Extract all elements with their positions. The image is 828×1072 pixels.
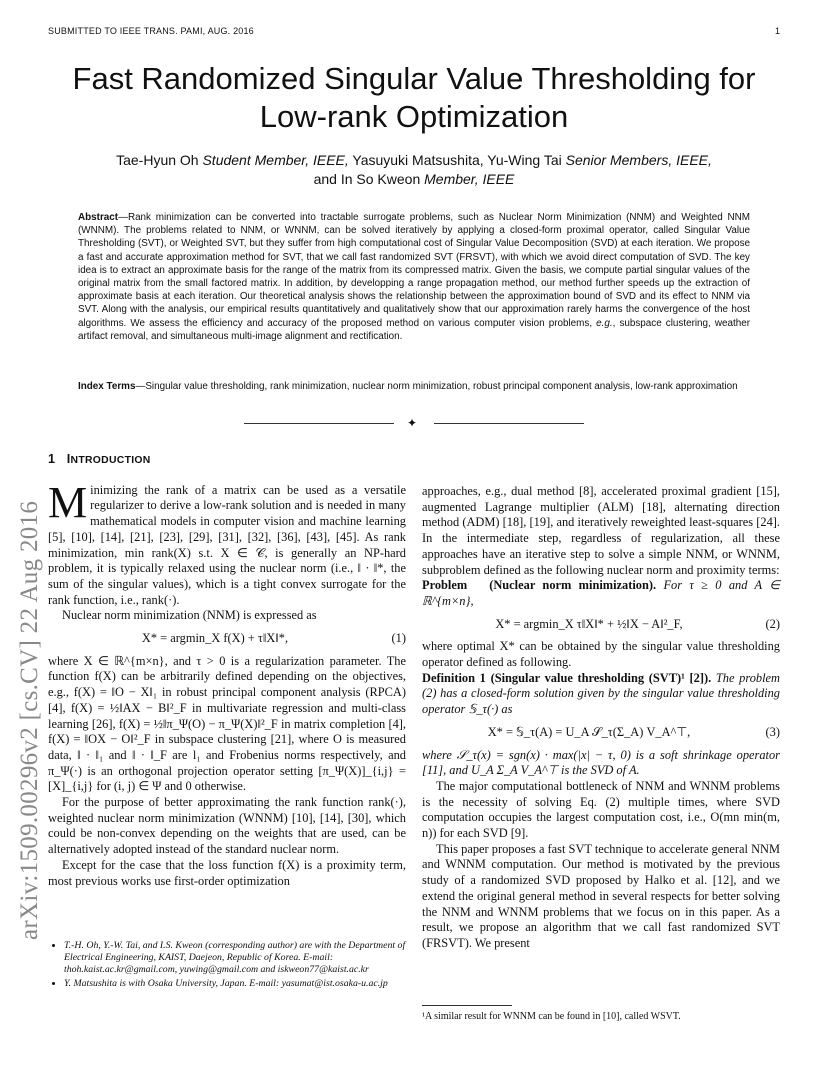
author-line-2: [60, 170, 768, 189]
equation-body: X* = argmin_X f(X) + τ‖X‖*,: [141, 631, 289, 646]
running-head: SUBMITTED TO IEEE TRANS. PAMI, AUG. 2016: [48, 26, 254, 36]
equation-number: (2): [765, 616, 780, 631]
body-paragraph-4: This paper proposes a fast SVT technique to accelerate general NNM and WNNM computation. Our method is motivated by the previous study of a randomized SVD proposed by Halko et al. [12], and we extend the original general method in several respects for better solving the NNM and WNNM problems that we focus on in this paper. As a result, we propose an algorithm that we call fast randomized SVT (FRSVT). We present: [422, 841, 780, 950]
equation-body: X* = 𝕊_τ(A) = U_A 𝒮_τ(Σ_A) V_A^⊤,: [487, 724, 691, 739]
footnote-text: ¹A similar result for WNNM can be found in [10], called WSVT.: [422, 1011, 681, 1022]
author-name: and In So Kweon: [313, 171, 425, 187]
divider-line-left: [244, 423, 394, 424]
author-list: [60, 151, 768, 189]
diamond-icon: ✦: [407, 416, 418, 430]
paragraph-text: inimizing the rank of a matrix can be used as a versatile regularizer to derive a low-rank solution and is needed in many mathematical models in computer vision and machine learning [5], [10], [14], [21], [23], [29], [31], [32], [36], [43], [45]. As rank minimization, min rank(X) s.t. X ∈ 𝒞, is generally an NP-hard problem, it is typically relaxed using the nuclear norm (i.e., ‖ · ‖*, the sum of the singular values), which is a tight convex surrogate for the rank function, i.e., rank(·).: [48, 482, 406, 607]
page-number: 1: [774, 26, 780, 36]
definition-continuation: [422, 748, 780, 779]
body-paragraph-2: where optimal X* can be obtained by the singular value thresholding operator defined as following.: [422, 639, 780, 670]
problem-title: (Nuclear norm minimization).: [489, 578, 657, 593]
index-terms: [78, 380, 750, 393]
author-role: Senior Members, IEEE,: [565, 152, 712, 168]
intro-paragraph-3: where X ∈ ℝ^{m×n}, and τ > 0 is a regularization parameter. The function f(X) can be arbitrarily defined depending on the objectives, e.g., f(X) = ‖O − X‖₁ in robust principal component analysis (RPCA) [4], f(X) = ½‖AX − B‖²_F in multivariate regression and multi-class learning [26], f(X) = ½‖π_Ψ(O) − π_Ψ(X)‖²_F in matrix completion [4], f(X) = ‖OX − O‖²_F in subspace clustering [21], where O is measured data, ‖ · ‖₁ and ‖ · ‖_F are l₁ and Frobenius norms respectively, and π_Ψ(·) is an orthogonal projection operator setting [π_Ψ(X)]_{i,j} = [X]_{i,j} for (i, j) ∈ Ψ and 0 otherwise.: [48, 653, 406, 794]
svt-footnote: [422, 1005, 780, 1022]
drop-cap: M: [48, 477, 88, 527]
author-name: Yasuyuki Matsushita, Yu-Wing Tai: [348, 152, 566, 168]
section-title-initial: I: [66, 452, 71, 466]
abstract: [78, 211, 750, 343]
equation-body: X* = argmin_X τ‖X‖* + ½‖X − A‖²_F,: [495, 616, 683, 631]
index-terms-label: Index Terms: [78, 381, 136, 392]
right-column: [422, 484, 780, 952]
footnote-item: • Y. Matsushita is with Osaka University, Japan. E-mail: yasumat@ist.osaka-u.ac.jp: [64, 978, 406, 990]
equation-3: [422, 725, 780, 741]
definition-title: (Singular value thresholding (SVT)¹ [2]).: [490, 670, 712, 685]
paper-title: Fast Randomized Singular Value Thresholding for Low-rank Optimization: [72, 61, 756, 134]
intro-paragraph-1: [48, 477, 406, 609]
author-name: Tae-Hyun Oh: [116, 152, 203, 168]
body-paragraph-1: approaches, e.g., dual method [8], accelerated proximal gradient [15], augmented Lagrange multiplier (ALM) [18], alternating direction method (ADM) [18], [19], and iteratively reweighted least-squares [24]. In the intermediate step, regardless of regularization, all these approaches have an iterative step to solve a simple NNM, or WNNM, subproblem defined as the following nuclear norm and proximity terms:: [422, 484, 780, 577]
abstract-text-end: , subspace clustering, weather artifact removal, and simultaneous multi-image alignment and rectification.: [78, 317, 750, 342]
left-column: [48, 452, 406, 889]
equation-number: (1): [391, 631, 406, 646]
index-terms-text: —Singular value thresholding, rank minimization, nuclear norm minimization, robust principal component analysis, low-rank approximation: [135, 381, 738, 392]
intro-paragraph-2: Nuclear norm minimization (NNM) is expressed as: [62, 608, 317, 623]
section-title-rest: NTRODUCTION: [70, 455, 151, 466]
author-role: Member, IEEE: [424, 171, 515, 187]
definition-continuation-text: where 𝒮_τ(x) = sgn(x) · max(|x| − τ, 0) is a soft shrinkage operator [11], and U_A Σ_A V_A^⊤ is the SVD of A.: [422, 747, 780, 778]
body-paragraph-3: The major computational bottleneck of NNM and WNNM problems is the necessity of solving Eq. (2) multiple times, where SVD computation occupies the largest computation cost, i.e., O(mn min(m, n)) for each SVD [9].: [422, 778, 780, 841]
abstract-label: Abstract: [78, 212, 119, 223]
definition-1: [422, 671, 780, 718]
problem-statement: [422, 578, 780, 609]
equation-2: [422, 617, 780, 633]
definition-label: Definition 1: [422, 670, 486, 685]
footnote-rule: [422, 1005, 512, 1006]
definition-text: The problem (2) has a closed-form solution given by the singular value thresholding operator 𝕊_τ(·) as: [422, 670, 780, 717]
footnote-item: • T.-H. Oh, Y.-W. Tai, and I.S. Kweon (corresponding author) are with the Department of Electrical Engineering, KAIST, Daejeon, Republic of Korea. E-mail: thoh.kaist.ac.kr@gmail.com, yuwing@gmail.com and iskweon77@kaist.ac.kr: [64, 940, 406, 977]
equation-number: (3): [765, 724, 780, 739]
author-role: Student Member, IEEE,: [202, 152, 349, 168]
intro-paragraph-4: For the purpose of better approximating the rank function rank(·), weighted nuclear norm minimization (WNNM) [10], [14], [30], which could be non-convex depending on the weights that are used, can be alternatively adopted instead of the standard nuclear norm.: [48, 795, 406, 857]
intro-paragraph-5: Except for the case that the loss function f(X) is a proximity term, most previous works use first-order optimization: [48, 857, 406, 888]
author-footnotes: [48, 940, 406, 991]
author-line-1: [60, 151, 768, 170]
section-heading-introduction: [48, 452, 406, 469]
section-divider: [244, 416, 584, 430]
section-number: 1: [48, 452, 56, 466]
arxiv-stamp: arXiv:1509.00296v2 [cs.CV] 22 Aug 2016: [16, 500, 43, 940]
problem-text: For τ ≥ 0 and A ∈ ℝ^{m×n},: [422, 578, 781, 608]
divider-line-right: [434, 423, 584, 424]
abstract-text: —Rank minimization can be converted into tractable surrogate problems, such as Nuclear Norm Minimization (NNM) and Weighted NNM (WNNM). The problems related to NNM, or WNNM, can be solved iteratively by applying a closed-form proximal operator, called Singular Value Thresholding (SVT), or Weighted SVT, but they suffer from high computational cost of Singular Value Decomposition (SVD) at each iteration. We propose a fast and accurate approximation method for SVT, that we call fast randomized SVT (FRSVT), with which we avoid direct computation of SVD. The key idea is to extract an approximate basis for the range of the matrix from its compressed matrix. Given the basis, we compute partial singular values of the original matrix from the small factored matrix. In addition, by developping a range propagation method, our method further speeds up the extraction of approximate basis at each iteration. Our theoretical analysis shows the relationship between the approximation bound of SVD and its effect to NNM via SVT. Along with the analysis, our empirical results quantitatively and qualitatively show that our approximation rarely harms the convergence of the host algorithms. We assess the efficiency and accuracy of the proposed method on various computer vision problems,: [78, 212, 750, 329]
equation-1: [48, 631, 406, 647]
abstract-eg: e.g.: [596, 317, 613, 329]
problem-label: Problem: [422, 578, 468, 593]
